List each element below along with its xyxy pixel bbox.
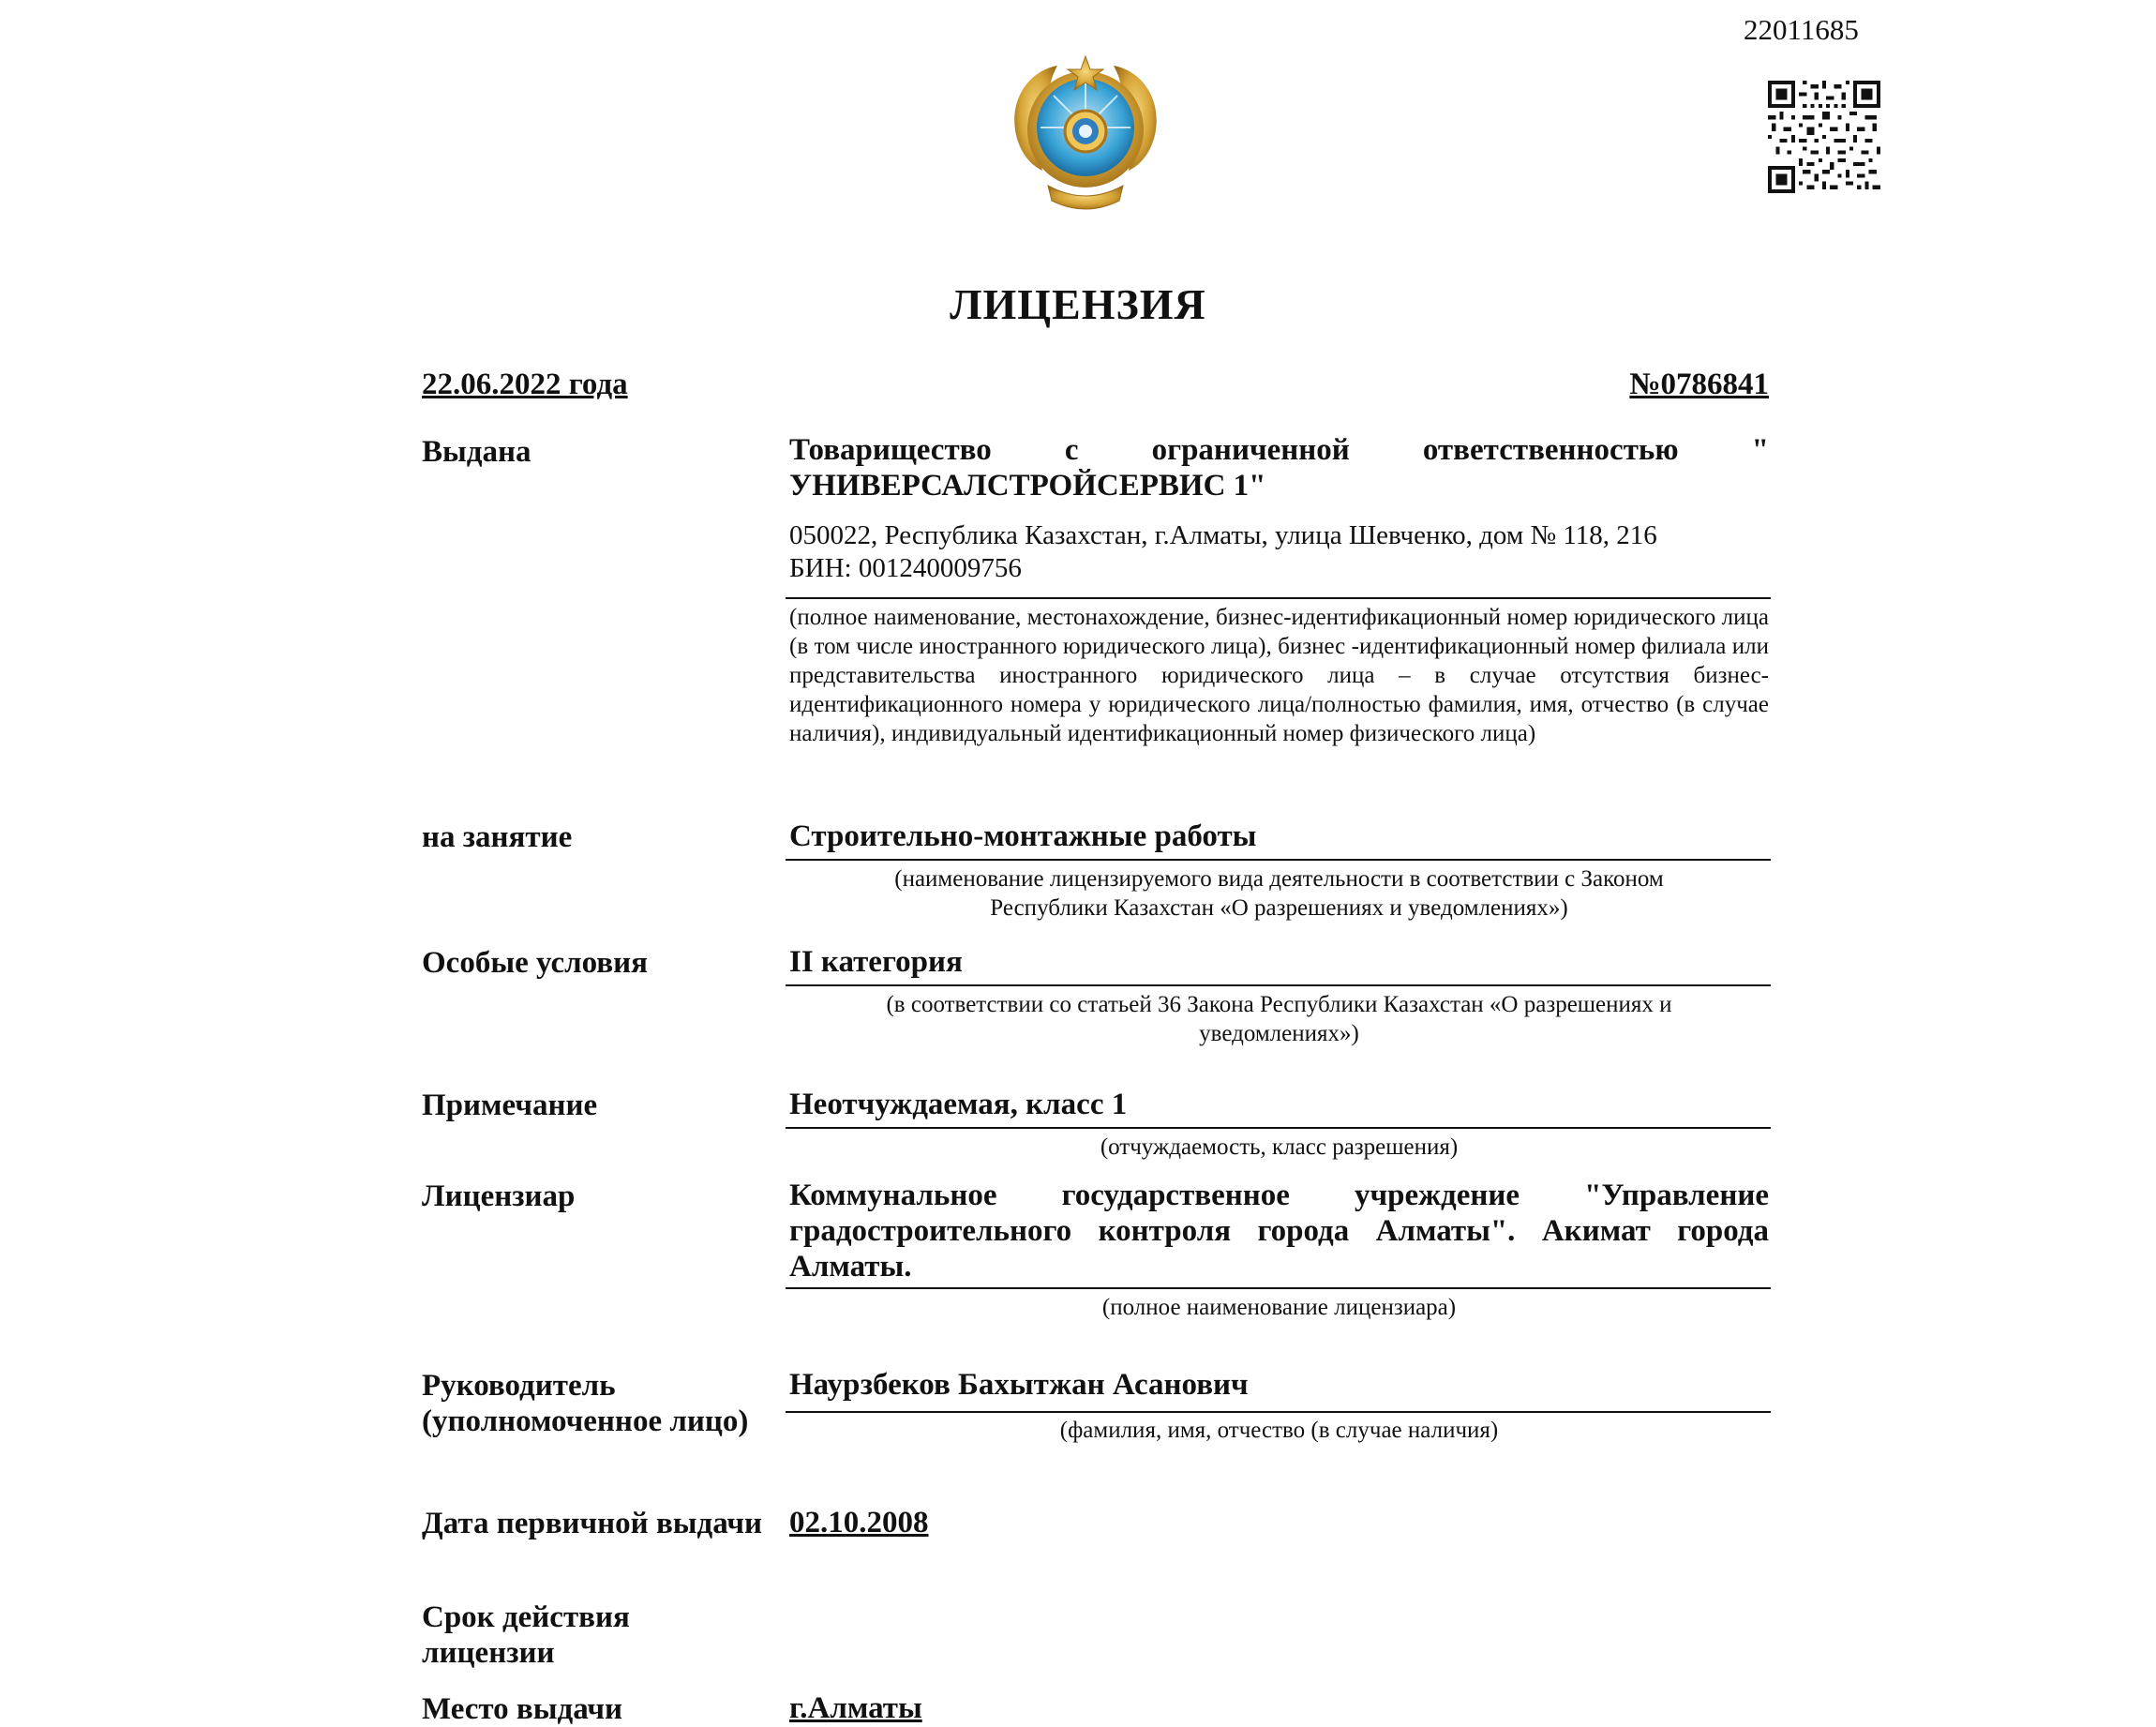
activity-value: Строительно-монтажные работы [789, 819, 1257, 853]
licensor-rule [786, 1287, 1771, 1289]
special-conditions-rule [786, 984, 1771, 986]
license-date: 22.06.2022 года [422, 368, 628, 401]
special-conditions-note-line2: уведомлениях») [1199, 1021, 1359, 1046]
head-value: Наурзбеков Бахытжан Асанович [789, 1368, 1249, 1402]
activity-label: на занятие [422, 820, 573, 854]
place-label: Место выдачи [422, 1692, 623, 1726]
special-conditions-value: II категория [789, 945, 963, 979]
validity-label-line1: Срок действия [422, 1600, 630, 1634]
licensor-note: (полное наименование лицензиара) [1101, 1295, 1457, 1320]
page-title: ЛИЦЕНЗИЯ [950, 280, 1206, 328]
issued-to-bin: БИН: 001240009756 [789, 553, 1022, 583]
licensor-value-line1: Коммунальное государственное учреждение "Управление [789, 1179, 1769, 1212]
licensor-label: Лицензиар [422, 1179, 576, 1213]
licensor-value-line2: градостроительного контроля города Алматы". Акимат города [789, 1214, 1769, 1248]
remark-value: Неотчуждаемая, класс 1 [789, 1088, 1128, 1121]
remark-label: Примечание [422, 1089, 598, 1122]
head-label-line1: Руководитель [422, 1369, 616, 1403]
validity-label-line2: лицензии [422, 1636, 555, 1670]
issued-to-address: 050022, Республика Казахстан, г.Алматы, улица Шевченко, дом № 118, 216 [789, 520, 1657, 550]
first-issue-value: 02.10.2008 [789, 1506, 929, 1539]
issued-to-note: (полное наименование, местонахождение, бизнес-идентификационный номер юридического лица (в том числе иностранного юридического лица), бизнес -идентификационный номер филиала или представительства иностранного юридического лица – в случае отсутствия бизнес-идентификационного номера у юридического лица/полностью фамилия, имя, отчество (в случае наличия), индивидуальный идентификационный номер физического лица) [789, 605, 1769, 746]
issued-to-name-line2: УНИВЕРСАЛСТРОЙСЕРВИС 1" [789, 469, 1266, 503]
issued-to-rule [786, 597, 1771, 599]
licensor-value-line3: Алматы. [789, 1250, 912, 1284]
remark-note: (отчуждаемость, класс разрешения) [1100, 1134, 1459, 1160]
remark-rule [786, 1127, 1771, 1129]
qr-code-icon [1768, 81, 1880, 193]
head-label-line2: (уполномоченное лицо) [422, 1404, 749, 1438]
head-rule [786, 1411, 1771, 1413]
activity-rule [786, 859, 1771, 861]
special-conditions-note-line1: (в соответствии со статьей 36 Закона Республики Казахстан «О разрешениях и [886, 992, 1672, 1017]
issued-to-label: Выдана [422, 435, 532, 469]
first-issue-label: Дата первичной выдачи [422, 1507, 763, 1540]
license-number: №0786841 [1629, 368, 1769, 401]
document-number: 22011685 [1744, 13, 1859, 46]
special-conditions-label: Особые условия [422, 946, 648, 980]
state-emblem-icon [999, 45, 1172, 218]
issued-to-name-line1: Товарищество с ограниченной ответственностью " [789, 433, 1769, 467]
place-value: г.Алматы [789, 1691, 922, 1725]
activity-note-line2: Республики Казахстан «О разрешениях и уведомлениях») [990, 895, 1568, 921]
activity-note-line1: (наименование лицензируемого вида деятельности в соответствии с Законом [894, 866, 1664, 892]
head-note: (фамилия, имя, отчество (в случае наличия) [1059, 1418, 1499, 1443]
